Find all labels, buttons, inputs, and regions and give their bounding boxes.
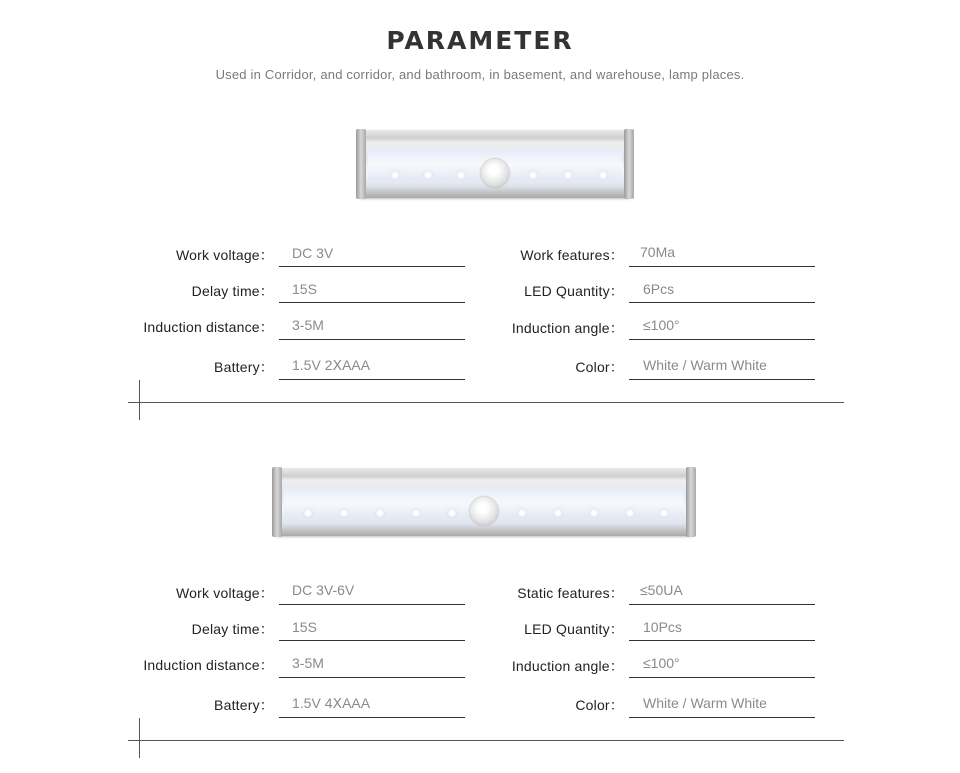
divider-crosshair [139,718,140,758]
spec-value-induction-angle: ≤100° [643,655,680,671]
spec-value-induction-distance: 3-5M [292,655,324,671]
spec-label-led-quantity: LED Quantity： [524,283,624,299]
spec-label-battery: Battery： [214,697,274,713]
section-divider [128,402,844,403]
divider-crosshair [139,380,140,420]
section-divider [128,740,844,741]
spec-label-work-features: Work features： [520,247,624,263]
spec-value-led-quantity: 10Pcs [643,619,682,635]
spec-label-induction-distance: Induction distance： [143,657,274,673]
spec-value-work-features: 70Ma [640,244,676,260]
spec-label-delay-time: Delay time： [191,283,274,299]
spec-label-induction-angle: Induction angle： [511,320,624,336]
spec-label-delay-time: Delay time： [191,621,274,637]
page-subtitle: Used in Corridor, and corridor, and bathroom, in basement, and warehouse, lamp places. [215,67,745,82]
spec-value-induction-distance: 3-5M [292,317,324,333]
spec-value-work-voltage: DC 3V-6V [292,582,355,598]
motion-sensor [470,497,498,525]
spec-label-color: Color： [575,359,624,375]
spec-label-work-voltage: Work voltage： [175,247,274,263]
spec-value-battery: 1.5V 2ⅩAAA [292,357,371,373]
spec-label-work-voltage: Work voltage： [175,585,274,601]
spec-label-induction-distance: Induction distance： [143,319,274,335]
spec-label-induction-angle: Induction angle： [511,658,624,674]
product-image-light-bar-1 [358,130,632,198]
spec-value-battery: 1.5V 4ⅩAAA [292,695,371,711]
spec-label-battery: Battery： [214,359,274,375]
spec-value-static-features: ≤50UA [640,582,683,598]
spec-value-work-voltage: DC 3V [292,245,334,261]
spec-label-led-quantity: LED Quantity： [524,621,624,637]
spec-label-color: Color： [575,697,624,713]
product-image-light-bar-2 [274,468,694,536]
spec-value-led-quantity: 6Pcs [643,281,675,297]
spec-value-color: White / Warm White [643,695,767,711]
spec-value-induction-angle: ≤100° [643,317,680,333]
spec-value-delay-time: 15S [292,619,317,635]
motion-sensor [481,159,509,187]
page-title: PARAMETER [386,26,574,55]
spec-value-delay-time: 15S [292,281,317,297]
spec-label-static-features: Static features： [517,585,624,601]
spec-value-color: White / Warm White [643,357,767,373]
